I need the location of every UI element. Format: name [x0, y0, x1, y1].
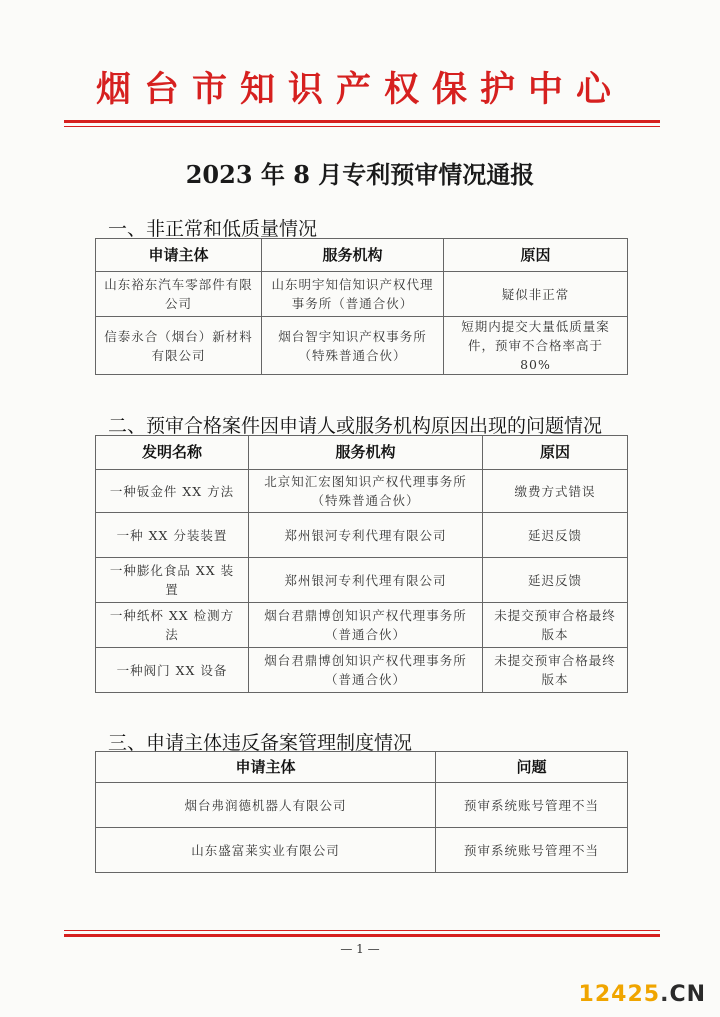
applicant-cell: 山东裕东汽车零部件有限公司 [96, 272, 262, 317]
table-row [96, 470, 628, 513]
reason-cell: 未提交预审合格最终版本 [483, 648, 628, 693]
invention-cell: 一种 XX 分装装置 [96, 513, 249, 558]
table-row [96, 603, 628, 648]
column-header: 原因 [444, 239, 628, 272]
table-row [96, 783, 628, 828]
column-header: 申请主体 [96, 752, 436, 783]
column-header: 发明名称 [96, 436, 249, 470]
table-row [96, 558, 628, 603]
reason-cell: 短期内提交大量低质量案件，预审不合格率高于 80% [444, 317, 628, 375]
table-row [96, 648, 628, 693]
section3-heading: 三、申请主体违反备案管理制度情况 [108, 732, 413, 754]
reason-cell: 疑似非正常 [444, 272, 628, 317]
section2-table [95, 435, 628, 693]
reason-cell: 未提交预审合格最终版本 [483, 603, 628, 648]
applicant-cell: 信泰永合（烟台）新材料有限公司 [96, 317, 262, 375]
agency-cell: 山东明宇知信知识产权代理事务所（普通合伙） [262, 272, 444, 317]
issue-cell: 预审系统账号管理不当 [436, 783, 628, 828]
invention-cell: 一种钣金件 XX 方法 [96, 470, 249, 513]
agency-cell: 烟台君鼎博创知识产权代理事务所（普通合伙） [249, 603, 483, 648]
table-header-row [96, 436, 628, 470]
reason-cell: 缴费方式错误 [483, 470, 628, 513]
section3-table [95, 751, 628, 873]
column-header: 服务机构 [249, 436, 483, 470]
agency-cell: 北京知汇宏图知识产权代理事务所（特殊普通合伙） [249, 470, 483, 513]
invention-cell: 一种膨化食品 XX 装置 [96, 558, 249, 603]
column-header: 申请主体 [96, 239, 262, 272]
applicant-cell: 山东盛富莱实业有限公司 [96, 828, 436, 873]
page-number: — 1 — [340, 942, 380, 956]
agency-cell: 烟台智宇知识产权事务所（特殊普通合伙） [262, 317, 444, 375]
watermark-dot: . [660, 982, 670, 1007]
footer-rule-thin [64, 930, 660, 931]
organization-name: 烟台市知识产权保护中心 [95, 70, 624, 110]
footer-rule-thick [64, 934, 660, 937]
invention-cell: 一种阀门 XX 设备 [96, 648, 249, 693]
agency-cell: 烟台君鼎博创知识产权代理事务所（普通合伙） [249, 648, 483, 693]
column-header: 问题 [436, 752, 628, 783]
table-header-row [96, 239, 628, 272]
column-header: 原因 [483, 436, 628, 470]
invention-cell: 一种纸杯 XX 检测方法 [96, 603, 249, 648]
header-rule-thick [64, 120, 660, 123]
applicant-cell: 烟台弗润德机器人有限公司 [96, 783, 436, 828]
table-header-row [96, 752, 628, 783]
table-row [96, 513, 628, 558]
section1-heading: 一、非正常和低质量情况 [108, 218, 318, 240]
reason-cell: 延迟反馈 [483, 558, 628, 603]
reason-cell: 延迟反馈 [483, 513, 628, 558]
watermark-number: 12425 [578, 982, 661, 1007]
header-rule-thin [64, 126, 660, 127]
document-title: 2023 年 8 月专利预审情况通报 [185, 160, 535, 189]
section2-heading: 二、预审合格案件因申请人或服务机构原因出现的问题情况 [108, 415, 603, 437]
site-watermark [579, 982, 706, 1007]
agency-cell: 郑州银河专利代理有限公司 [249, 513, 483, 558]
table-row [96, 317, 628, 375]
section1-table [95, 238, 628, 375]
table-row [96, 828, 628, 873]
table-row [96, 272, 628, 317]
agency-cell: 郑州银河专利代理有限公司 [249, 558, 483, 603]
watermark-tld: CN [669, 982, 706, 1007]
column-header: 服务机构 [262, 239, 444, 272]
issue-cell: 预审系统账号管理不当 [436, 828, 628, 873]
